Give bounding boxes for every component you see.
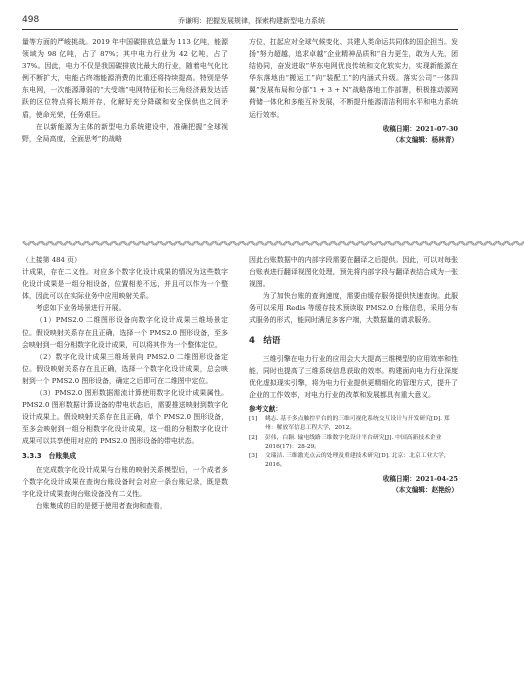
paragraph: 三维引擎在电力行业的应用会大大提高三维模型的应用效率和性能，同时也提高了三维系统信息获取的效率。构建面向电力行业深度优化虚拟现实引擎，将为电力行业提供更精细化的管理方式，提升了企业的工作效率，对电力行业的改革和发展都具有重大意义。 (249, 354, 458, 399)
paragraph: 为了加快台账的查询速度，需要由缓存服务提供快速查询。此服务可以采用 Redis 等缓存技术预读取 PMS2.0 台账信息，采用分布式服务的形式，能同时满足多客户端，大数据量的请求服务。 (249, 292, 458, 325)
reference-text: 文瑞洁. 三维激光点云的处理及重建技术研究[D]. 北京：北京工业大学，2016。 (265, 452, 450, 469)
reference-number: [3] (249, 452, 258, 459)
section-heading: 3.3.3 台账集成 (22, 451, 77, 460)
reference-item (249, 452, 458, 470)
paragraph: 台账集成的目的是便于使用者查询和查看， (35, 501, 167, 510)
received-date: 收稿日期：2021-04-25 (382, 475, 458, 484)
reference-item (249, 415, 458, 433)
paragraph: 方位，扛起应对全球气候变化、共建人类命运共同体的国企担当。发扬“努力超越，追求卓越”企业精神品质和“自力更生，敢为人先，团结协同，奋发进取”华东电网优良传统和文化软实力，实现新能源在华东落地由“搬运工”向“装配工”的内涵式升级。落实公司“一体四翼”发展布局和分部“1 + 3 + N”战略落地工作部署，积极推动源网荷储一体化和多能互补发展，不断提升能源清洁利用水平和电力系统运行效率。 (249, 38, 458, 119)
reference-item (249, 434, 458, 452)
paragraph: （2）数字化设计成果三维场景向 PMS2.0 二维图形设备定位。假设映射关系存在且正确，选择一个数字化设计成果，总会映射到一个 PMS2.0 图形设备，确定之后即可在二维图中定位。 (22, 352, 228, 385)
top-left-column (22, 36, 228, 145)
conclusion-heading: 4 结语 (249, 335, 281, 346)
paragraph: （1）PMS2.0 二维图形设备向数字化设计成果三维场景定位。假设映射关系存在且正确，选择一个 PMS2.0 图形设备，至多会映射到一组分相数字化设计成果，可以将其作为一个整体定位。 (22, 316, 228, 349)
reference-text: 彭伟，白颖. 输电线路三维数字化设计平台研究[J]. 中国高新技术企业 2016(17)：28-29。 (265, 434, 442, 450)
paragraph: 考虑如下业务场景进行开展。 (35, 304, 126, 313)
article-signature (249, 474, 458, 496)
article-signature (249, 124, 458, 146)
reference-number: [1] (249, 416, 258, 423)
running-title: 乔谦明：把握发展规律，探索构建新型电力系统 (178, 17, 325, 25)
paragraph: 量等方面的严峻挑战。2019 年中国碳排放总量为 113 亿吨，能源领域为 98 亿吨，占了 87%；其中电力行业为 42 亿吨，占了 37%。因此，电力不仅是我国碳排放比最大的行业，随着电气化比例不断扩大，电能占终端能源消费的比重还将持续提高。特别是华东电网，一次能源薄弱的“大受端”电网特征和长三角经济最发达活跃的区位特点将长期并存，化解好充分降碳和安全保供也之间矛盾，使命光荣，任务艰巨。 (22, 38, 228, 119)
bottom-right-column (249, 254, 458, 496)
paragraph: 在以新能源为主体的新型电力系统建设中，准确把握“全球视野，全局高度，全面思考”的战略 (22, 122, 228, 143)
continuation-note: （上接第 484 页） (22, 256, 81, 264)
header-rule (22, 29, 458, 30)
paragraph: 计成果，存在二义性。对应多个数字化设计成果的情况为这些数字化设计成果是一组分相设备，位置相差不远，并且可以作为一个整体，因此可以在实际业务中应用映射关系。 (22, 268, 228, 301)
bottom-left-column (22, 254, 228, 512)
page-number: 498 (22, 15, 40, 25)
references-title: 参考文献： (249, 405, 282, 414)
received-date: 收稿日期：2021-07-30 (382, 124, 458, 133)
paragraph: （3）PMS2.0 图形数据需流计算使用数字化设计成果属性。PMS2.0 图形数据计算设备的带电状态后，需要推送映射到数字化设计成果上。假设映射关系存在且正确，单个 PMS2.0 图形设备，至多会映射到一组分相数字化设计成果，这一组的分相数字化设计成果可以共享使用对应的 PMS2.0 图形设备的带电状态。 (22, 389, 228, 446)
paragraph: 因此台账数据中的内部字段需要在翻译之后提供。因此，可以对每张台账表进行翻译视图化处理，预先将内部字段与翻译表结合成为一张视图。 (249, 256, 458, 289)
top-right-column (249, 36, 458, 146)
ornamental-divider: ✎✐✎✐✎✐✎✐✎✐✎✐✎✐✎✐✎✐✎✐✎✐✎✐✎✐✎✐✎✐✎✐✎✐✎✐✎✐✎✐✎✐✎✐✎✐✎✐✎✐✎✐✎✐✎✐✎✐✎✐✎✐✎✐✎✐✎✐✎✐✎✐✎✐✎✐✎✐✎✐✎✐✎✐✎✐✎✐✎✐✎✐✎✐✎✐✎✐✎✐✎✐✎✐✎✐✎✐✎✐ (22, 240, 524, 248)
reference-text: 姚志. 基于多点触控平台的的三维可视化系统交互设计与开发研究[D]. 郑州：解放军信息工程大学，2012。 (265, 416, 450, 432)
reference-number: [2] (249, 434, 258, 441)
editor-note: （本文编辑：杨林青） (392, 135, 458, 144)
editor-note: （本文编辑：赵艳纷） (392, 486, 458, 495)
paragraph: 在完成数字化设计成果与台账的映射关系模型后，一个成者多个数字化设计成果在查询台账设备时会对应一条台账记录，既是数字化设计成果查询台账设备没有二义性。 (22, 465, 228, 498)
